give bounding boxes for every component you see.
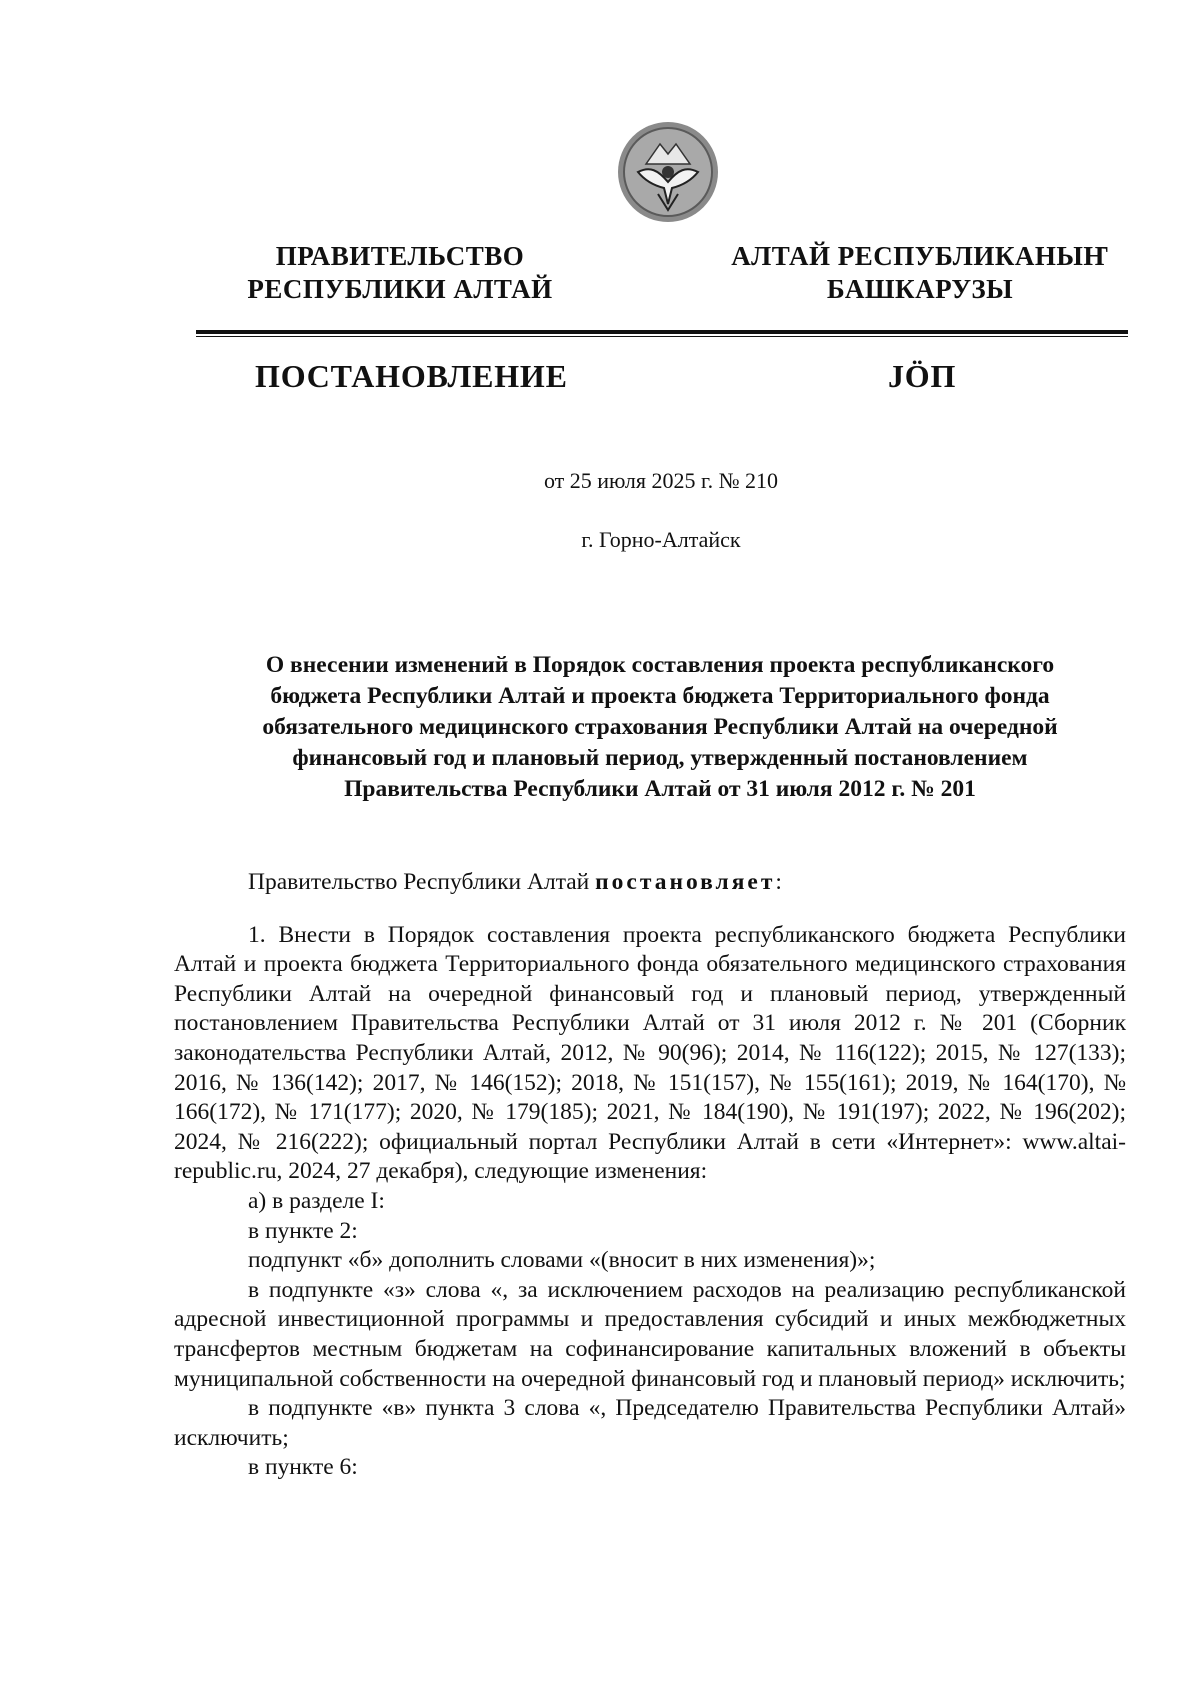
document-date-number: от 25 июля 2025 г. № 210 <box>543 468 779 493</box>
header-left-line1: ПРАВИТЕЛЬСТВО <box>275 241 525 271</box>
title-line: финансовый год и плановый период, утвержденный постановлением <box>292 745 1028 771</box>
title-line: Правительства Республики Алтай от 31 июля 2012 г. № 201 <box>344 776 976 802</box>
government-name-altai <box>680 240 1160 306</box>
title-line: бюджета Республики Алтай и проекта бюджета Территориального фонда <box>270 683 1050 709</box>
title-line: О внесении изменений в Порядок составления проекта республиканского <box>265 652 1055 678</box>
body-paragraph: в пункте 6: <box>248 1454 358 1481</box>
header-right-line1: АЛТАЙ РЕСПУБЛИКАНЫҤ <box>731 241 1109 271</box>
document-body <box>174 868 1126 1483</box>
coat-of-arms-emblem <box>616 120 720 224</box>
body-paragraph: в пункте 2: <box>248 1217 358 1244</box>
body-paragraph: в подпункте «з» слова «, за исключением расходов на реализацию республиканской адресной инвестиционной программы и предоставления субсидий и иных межбюджетных трансфертов местным бюджетам на софинансирование капитальных вложений в объекты муниципальной собственности на очередной финансовый год и плановый период» исключить; <box>174 1276 1126 1392</box>
body-paragraph: а) в разделе I: <box>248 1187 385 1214</box>
header-right-line2: БАШКАРУЗЫ <box>826 274 1014 304</box>
act-type-altai: JӦП <box>888 358 957 394</box>
body-paragraph: 1. Внести в Порядок составления проекта республиканского бюджета Республики Алтай и проекта бюджета Территориального фонда обязательного медицинского страхования Республики Алтай на очередной финансовый год и плановый период, утвержденный постановлением Правительства Республики Алтай от 31 июля 2012 г. № 201 (Сборник законодательства Республики Алтай, 2012, № 90(96); 2014, № 116(122); 2015, № 127(133); 2016, № 136(142); 2017, № 146(152); 2018, № 151(157), № 155(161); 2019, № 164(170), № 166(172), № 171(177); 2020, № 179(185); 2021, № 184(190), № 191(197); 2022, № 196(202); 2024, № 216(222); официальный портал Республики Алтай в сети «Интернет»: www.altai-republic.ru, 2024, 27 декабря), следующие изменения: <box>174 921 1126 1185</box>
header-left-line2: РЕСПУБЛИКИ АЛТАЙ <box>247 274 553 304</box>
act-type-russian: ПОСТАНОВЛЕНИЕ <box>255 358 568 394</box>
intro-end: : <box>775 869 782 895</box>
intro-text: Правительство Республики Алтай <box>248 869 596 895</box>
body-paragraph: подпункт «б» дополнить словами «(вносит в них изменения)»; <box>248 1247 876 1274</box>
intro-paragraph <box>174 868 1126 898</box>
intro-emphasis: постановляет <box>595 869 776 895</box>
title-line: обязательного медицинского страхования Республики Алтай на очередной <box>262 714 1058 740</box>
document-title <box>200 650 1120 805</box>
document-city: г. Горно-Алтайск <box>581 527 741 552</box>
government-name-russian <box>160 240 640 306</box>
body-paragraph: в подпункте «в» пункта 3 слова «, Председателю Правительства Республики Алтай» исключить; <box>174 1395 1126 1451</box>
header-divider-thin <box>196 336 1128 337</box>
header-divider-thick <box>196 330 1128 334</box>
